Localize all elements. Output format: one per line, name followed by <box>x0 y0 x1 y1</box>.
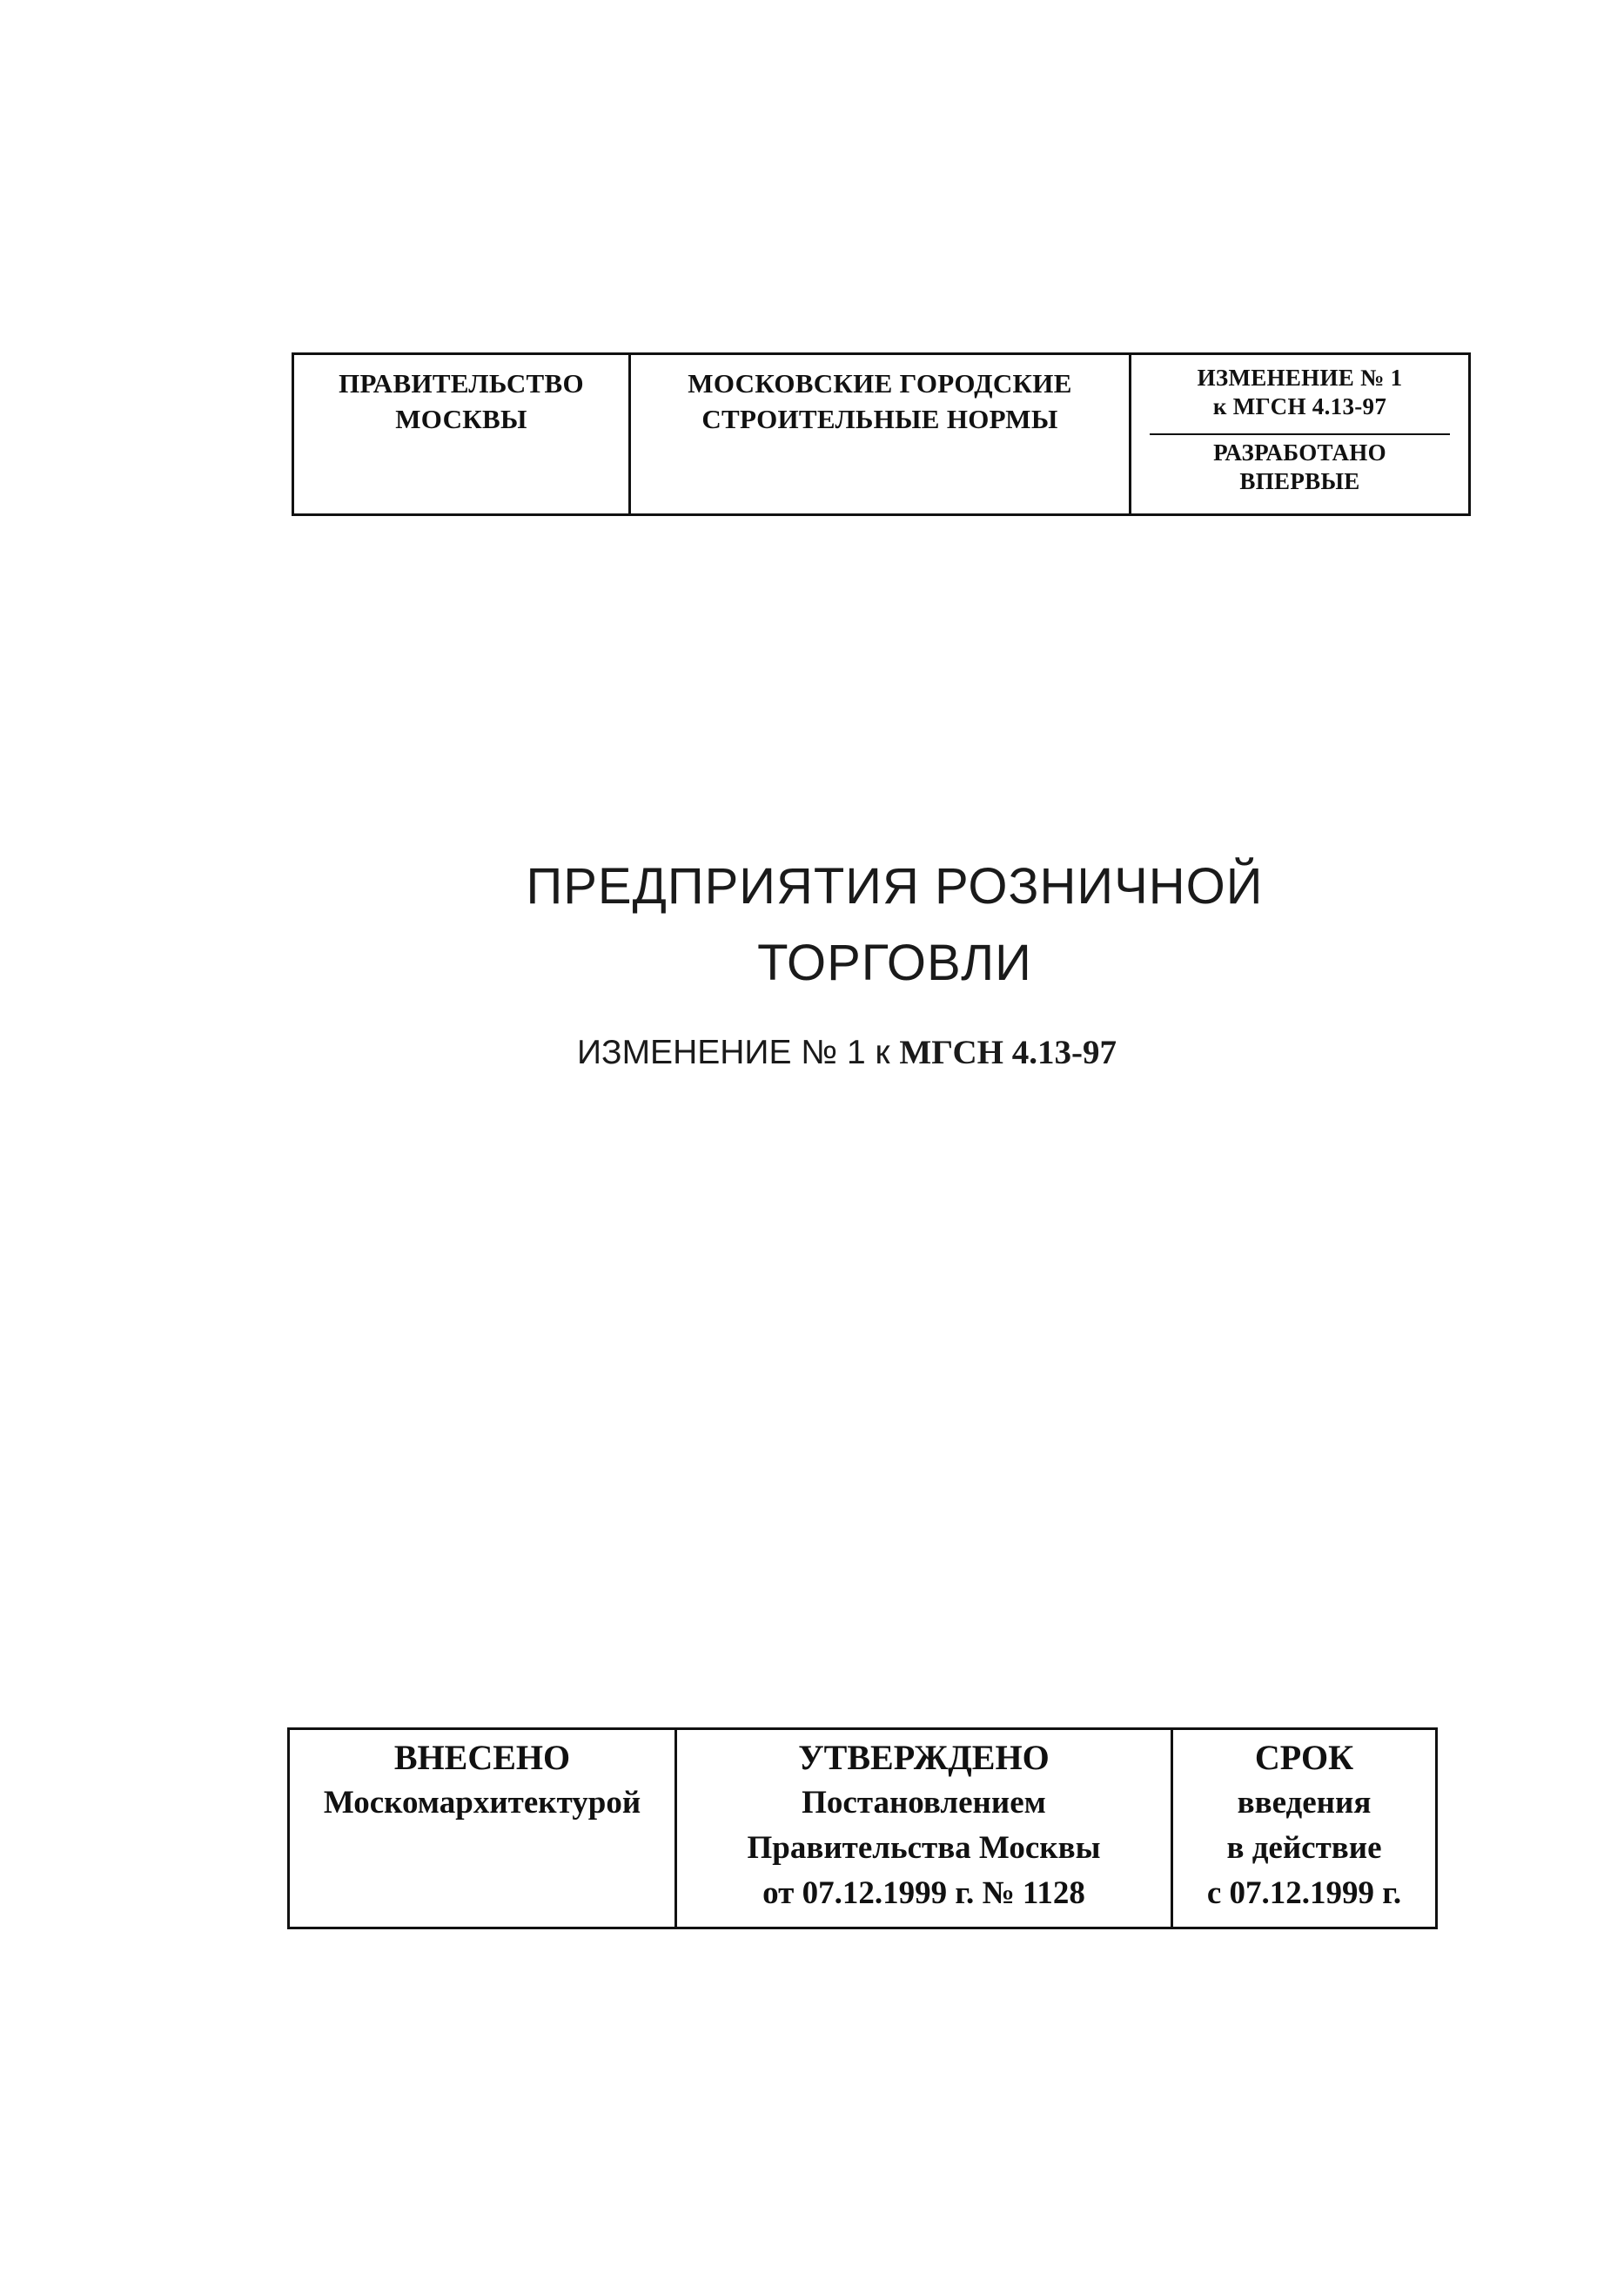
header-amendment-line: к МГСН 4.13-97 <box>1212 393 1387 419</box>
subtitle-prefix: ИЗМЕНЕНИЕ № 1 к <box>576 1034 890 1071</box>
footer-approved-line: от 07.12.1999 г. № 1128 <box>762 1875 1085 1911</box>
header-doc-type-line: СТРОИТЕЛЬНЫЕ НОРМЫ <box>701 404 1058 434</box>
footer-effective-line: введения <box>1237 1785 1372 1821</box>
document-title-line-1: ПРЕДПРИЯТИЯ РОЗНИЧНОЙ <box>526 858 1264 915</box>
header-table <box>292 352 1471 516</box>
footer-approved-line: Постановлением <box>802 1785 1046 1821</box>
header-status-line: РАЗРАБОТАНО <box>1213 439 1386 466</box>
header-amendment-cell <box>1131 355 1468 513</box>
header-issuer-cell <box>294 355 631 513</box>
footer-effective-line: с 07.12.1999 г. <box>1206 1875 1402 1911</box>
header-issuer-line: ПРАВИТЕЛЬСТВО <box>339 368 584 399</box>
header-amendment-line: ИЗМЕНЕНИЕ № 1 <box>1197 365 1403 391</box>
footer-submitted-cell <box>290 1730 677 1927</box>
footer-table <box>287 1727 1438 1929</box>
subtitle-code: МГСН 4.13-97 <box>899 1034 1117 1071</box>
footer-approved-heading: УТВЕРЖДЕНО <box>798 1738 1050 1777</box>
footer-approved-cell <box>677 1730 1173 1927</box>
header-issuer-line: МОСКВЫ <box>395 404 527 434</box>
header-status-line: ВПЕРВЫЕ <box>1239 468 1360 494</box>
footer-approved-line: Правительства Москвы <box>747 1830 1101 1866</box>
footer-submitted-by: Москомархитектурой <box>323 1785 641 1821</box>
header-doc-type-line: МОСКОВСКИЕ ГОРОДСКИЕ <box>688 368 1072 399</box>
footer-effective-line: в действие <box>1226 1830 1382 1866</box>
footer-effective-cell <box>1173 1730 1435 1927</box>
document-title-line-2: ТОРГОВЛИ <box>757 935 1032 991</box>
header-doc-type-cell <box>631 355 1131 513</box>
header-divider <box>1150 433 1450 435</box>
footer-effective-heading: СРОК <box>1254 1738 1354 1777</box>
footer-submitted-heading: ВНЕСЕНО <box>393 1738 571 1777</box>
document-subtitle <box>35 1033 1624 1072</box>
